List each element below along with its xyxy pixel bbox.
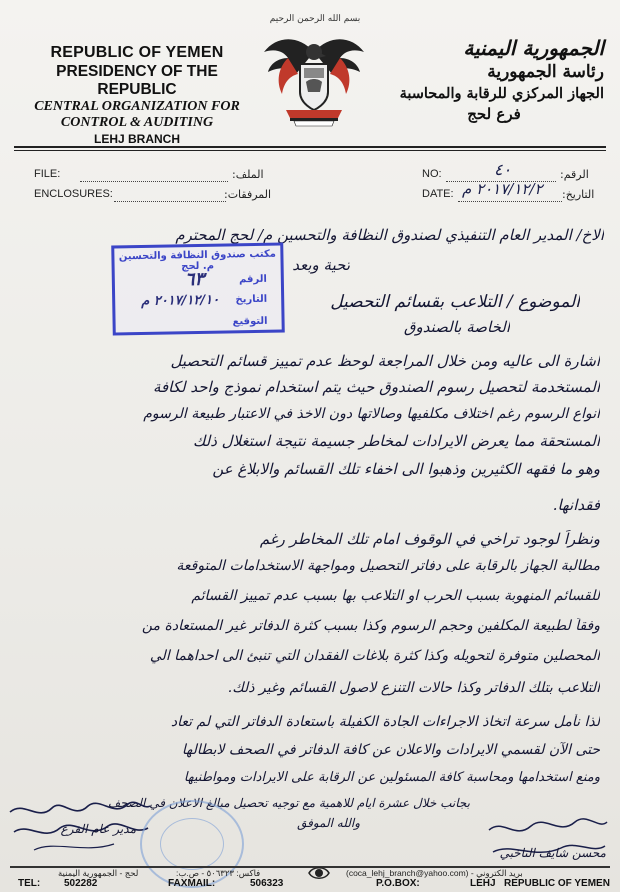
en-central-org: CENTRAL ORGANIZATION FOR xyxy=(34,99,240,114)
ar-central-org: الجهاز المركزي للرقابة والمحاسبة xyxy=(399,85,604,102)
no-value: ٤٠ xyxy=(494,160,512,179)
footer-fax-ar: فاكس: ٥٠٦٣٢٣ - ص.ب: xyxy=(176,868,261,878)
eagle-emblem-icon xyxy=(258,12,370,137)
no-label-ar: الرقم: xyxy=(560,168,589,181)
en-republic: REPUBLIC OF YEMEN xyxy=(50,44,224,61)
stamp-number: ٦٣ xyxy=(184,268,205,291)
footer-pobox: P.O.BOX: xyxy=(376,878,420,889)
stamp-date: ٢٠١٧/١٢/١٠ م xyxy=(141,292,220,309)
enclosures-label-ar: المرفقات: xyxy=(224,188,272,201)
file-label-ar: الملف: xyxy=(232,168,264,181)
ar-republic: الجمهورية اليمنية xyxy=(463,36,604,60)
date-value: ٢٠١٧/١٢/٢ م xyxy=(462,180,543,198)
basmala: بسم الله الرحمن الرحيم xyxy=(269,14,361,24)
subject-line-1: الموضوع / التلاعب بقسائم التحصيل xyxy=(330,292,580,312)
en-presidency: PRESIDENCY OF THE REPUBLIC xyxy=(56,63,218,98)
body-line: لذا نأمل سرعة اتخاذ الاجراءات الجادة الكفيلة باستعادة الدفاتر التي لم تعاد xyxy=(170,714,600,730)
footer-republic: REPUBLIC OF YEMEN xyxy=(504,878,610,889)
eye-logo-icon xyxy=(308,862,330,884)
body-line: بجانب خلال عشرة ايام للاهمية مع توجيه تحصيل مبالغ الاعلان في الصحف xyxy=(107,796,470,810)
subject-line-2: الخاصة بالصندوق xyxy=(403,318,510,336)
header-rule xyxy=(14,146,606,148)
arabic-letterhead xyxy=(399,36,604,123)
body-line: فقدانها. xyxy=(552,496,600,514)
date-label: DATE: xyxy=(422,188,454,200)
body-line: ونظراً لوجود تراخي في الوقوف امام تلك المخاطر رغم xyxy=(259,530,600,548)
body-line: المستحقة مما يعرض الايرادات لمخاطر جسيمة نتيجة استغلال ذلك xyxy=(193,432,600,450)
official-seal-inner xyxy=(160,818,224,870)
date-label-ar: التاريخ: xyxy=(562,188,595,201)
ar-branch: فرع لحج xyxy=(467,105,521,123)
signatory-name: محسن شايف الناخبي xyxy=(499,846,606,860)
body-closing: والله الموفق xyxy=(297,816,360,830)
body-line: وفقاً لطبيعة المكلفين وحجم الرسوم وكذا بسبب كثرة الدفاتر غير المستعادة من xyxy=(141,618,600,634)
date-dots xyxy=(458,200,562,202)
body-line: اشارة الى عاليه ومن خلال المراجعة لوحظ عدم تمييز قسائم التحصيل xyxy=(170,352,600,370)
enclosures-label: ENCLOSURES: xyxy=(34,188,113,200)
body-line: مطالبة الجهاز بالرقابة على دفاتر التحصيل ومواجهة الاستخدامات المتوقعة xyxy=(176,558,600,574)
body-line: حتى الآن لقسمي الايرادات والاعلان عن كافة الدفاتر في الصحف لابطالها xyxy=(181,742,600,758)
stamp-raqm: الرقم xyxy=(238,273,267,286)
en-branch: LEHJ BRANCH xyxy=(93,132,180,146)
footer-ar-left: لحج - الجمهورية اليمنية xyxy=(58,868,139,878)
body-line: للقسائم المنهوبة بسبب الحرب او التلاعب بها بسبب عدم تمييز القسائم xyxy=(191,588,600,604)
body-line: وهو ما فقهه الكثيرين وذهبوا الى اخفاء تلك القسائم والابلاغ عن xyxy=(212,460,600,478)
body-line: انواع الرسوم رغم اختلاف مكلفيها وصالاتها دون الاخذ في الاعتبار طبيعة الرسوم xyxy=(143,406,600,422)
footer-tel-value: 502282 xyxy=(64,878,98,889)
footer-lehj: LEHJ xyxy=(470,878,496,889)
signatory-title: مدير عام الفرع xyxy=(60,822,136,836)
stamp-tawqee: التوقيع xyxy=(232,315,268,328)
receipt-stamp xyxy=(111,243,285,336)
footer-email: (coca_lehj_branch@yahoo.com) - بريد الكتروني xyxy=(346,868,523,878)
footer-tel-label: TEL: xyxy=(18,878,41,889)
addressee-line: الاخ/ المدير العام التنفيذي لصندوق النظافة والتحسين م/ لحج المحترم xyxy=(175,226,604,244)
stamp-org: مكتب صندوق النظافة والتحسين م. لحج xyxy=(118,248,277,273)
body-line: المستخدمة لتحصيل رسوم الصندوق حيث يتم استخدام نموذج واحد لكافة xyxy=(152,378,600,396)
greeting: تحية وبعد xyxy=(292,256,350,274)
stamp-tarikh: التاريخ xyxy=(235,293,268,306)
body-line: المحصلين متوفرة لتحويله وكذا كثرة بلاغات الفقدان التي تنبئ الى احداهما الي xyxy=(149,648,600,664)
enclosures-dots xyxy=(114,200,226,202)
footer-fax-value: 506323 xyxy=(250,878,284,889)
file-dots xyxy=(80,180,228,182)
file-label: FILE: xyxy=(34,168,61,180)
en-control-auditing: CONTROL & AUDITING xyxy=(60,115,214,130)
body-line: ومنع استخدامها ومحاسبة كافة المسئولين عن الرقابة على الايرادات ومواطنيها xyxy=(183,770,600,785)
english-letterhead xyxy=(22,44,252,146)
body-line: التلاعب بتلك الدفاتر وكذا حالات التنزع لاصول القسائم وغير ذلك. xyxy=(227,680,600,696)
header-rule-thin xyxy=(14,150,606,151)
footer-fax-label: FAXMAIL: xyxy=(168,878,216,889)
no-label: NO: xyxy=(422,168,442,180)
ar-presidency: رئاسة الجمهورية xyxy=(487,62,604,82)
